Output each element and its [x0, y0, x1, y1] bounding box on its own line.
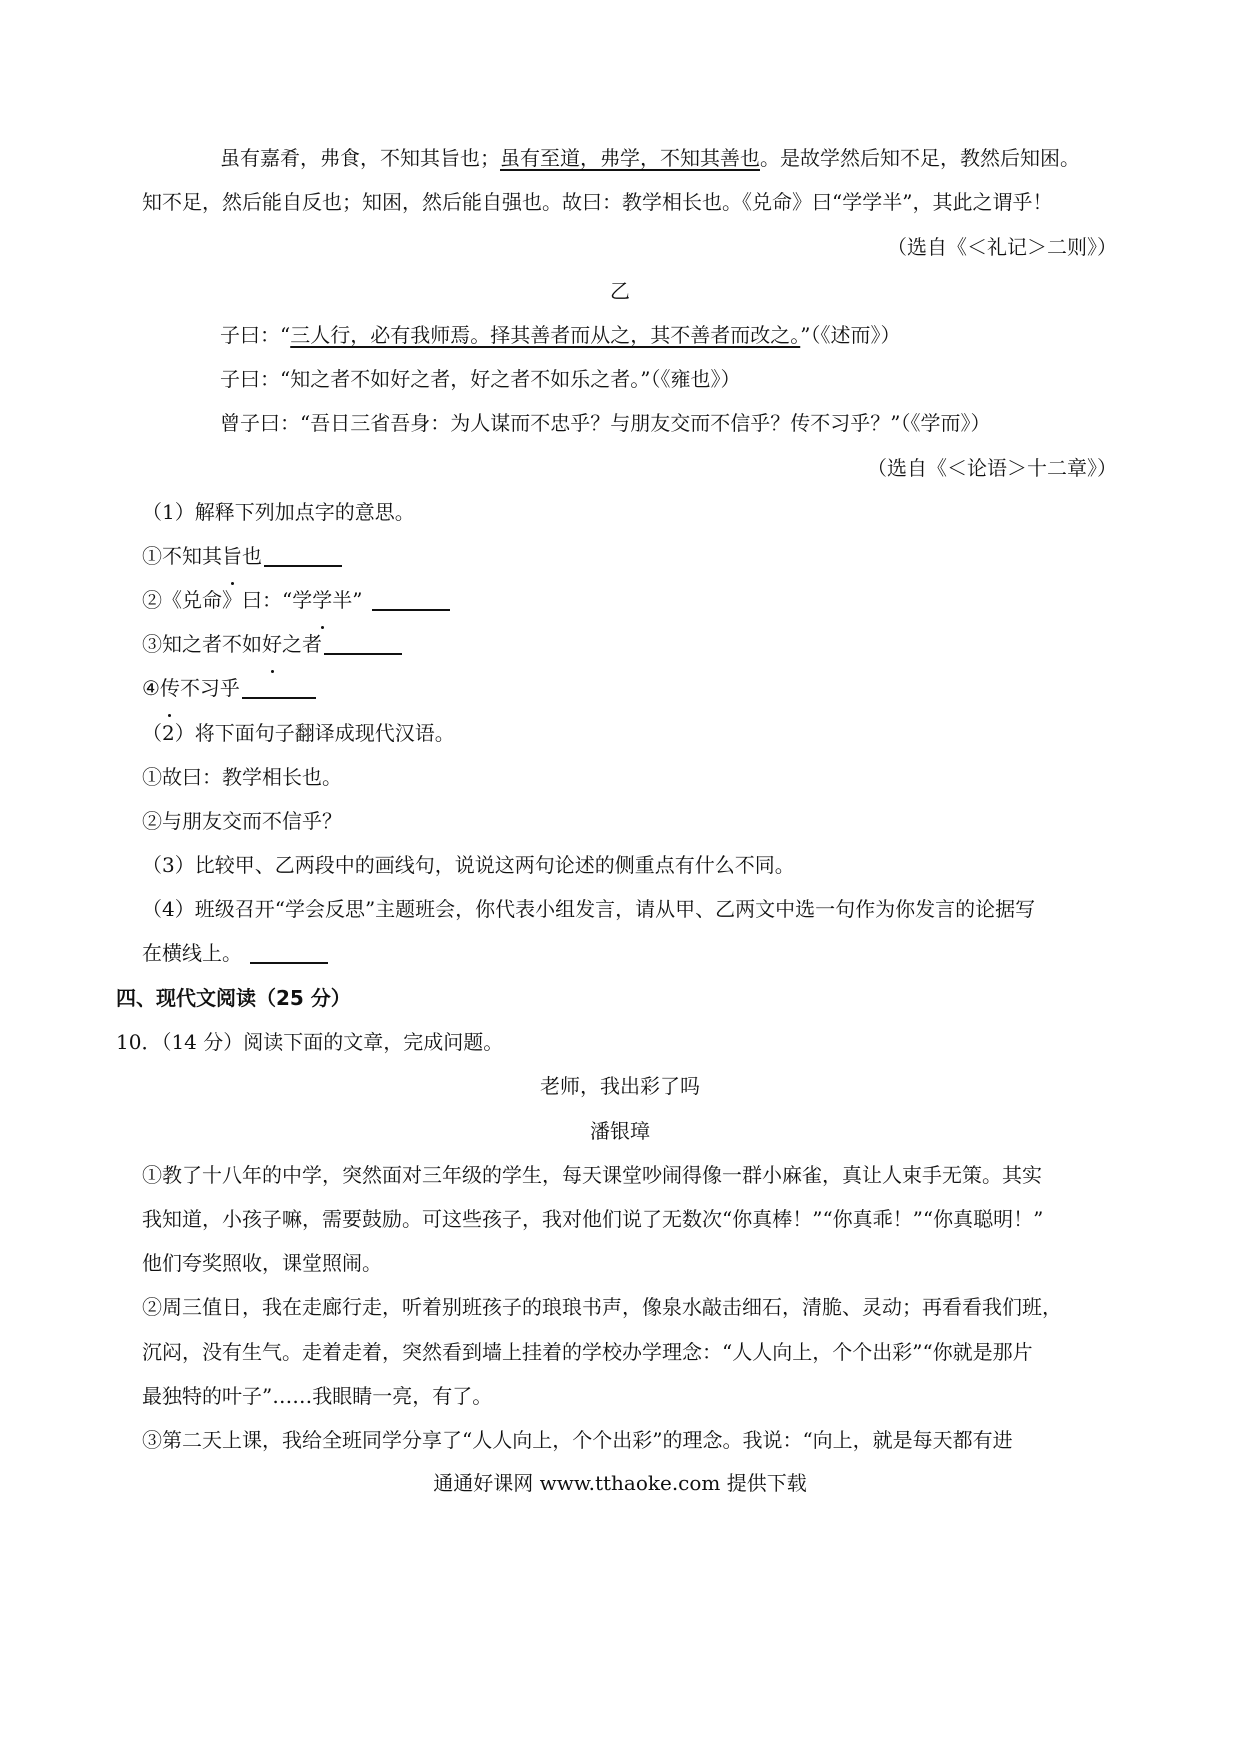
section-heading: 四、现代文阅读（25 分）: [116, 986, 351, 1010]
text-segment: 也: [242, 544, 262, 568]
article-p3-line-1: ③第二天上课，我给全班同学分享了“人人向上，个个出彩”的理念。我说：“向上，就是每天都有进: [142, 1428, 1013, 1452]
q4-line-2: [142, 928, 328, 978]
text-segment: 。是故学然后知不足，教然后知困。: [760, 146, 1080, 170]
dotted-character: 传: [160, 663, 180, 713]
article-title: 老师，我出彩了吗: [540, 1074, 700, 1098]
underlined-sentence: 虽有至道，弗学，不知其善也: [500, 146, 760, 170]
q2-item-2: ②与朋友交而不信乎？: [142, 809, 342, 833]
q1-item-4: [142, 663, 316, 713]
text-segment: 虽有嘉肴，弗食，不知其旨也；: [220, 146, 500, 170]
q1-item-2: [142, 575, 450, 625]
text-segment: 子曰：“: [220, 323, 291, 347]
q2-item-1: ①故曰：教学相长也。: [142, 765, 342, 789]
q2-title: （2）将下面句子翻译成现代汉语。: [142, 721, 455, 745]
article-p2-line-1: ②周三值日，我在走廊行走，听着别班孩子的琅琅书声，像泉水敲击细石，清脆、灵动；再看看我们班，: [142, 1295, 1062, 1319]
answer-blank[interactable]: [242, 697, 316, 699]
dotted-character: 学: [312, 575, 332, 625]
passage-yi-line-2: 子曰：“知之者不如好之者，好之者不如乐之者。”（《雍也》）: [220, 367, 741, 391]
article-p2-line-2: 沉闷，没有生气。走着走着，突然看到墙上挂着的学校办学理念：“人人向上，个个出彩”“你就是那片: [142, 1340, 1033, 1364]
passage-jia-source: （选自《＜礼记＞二则》）: [887, 235, 1117, 259]
q1-title: （1）解释下列加点字的意思。: [142, 500, 415, 524]
passage-yi-source: （选自《＜论语＞十二章》）: [867, 456, 1117, 480]
text-segment: 在横线上。: [142, 941, 242, 965]
passage-yi-line-3: 曾子曰：“吾日三省吾身：为人谋而不忠乎？与朋友交而不信乎？传不习乎？”（《学而》）: [220, 411, 991, 435]
q1-item-1: [142, 531, 342, 581]
dotted-character: 好: [262, 619, 282, 669]
answer-blank[interactable]: [372, 609, 450, 611]
article-p1-line-3: 他们夸奖照收，课堂照闹。: [142, 1251, 382, 1275]
text-segment: 之者: [282, 632, 322, 656]
article-p2-line-3: 最独特的叶子”……我眼睛一亮，有了。: [142, 1384, 493, 1408]
q3-title: （3）比较甲、乙两段中的画线句，说说这两句论述的侧重点有什么不同。: [142, 853, 795, 877]
page-footer: 通通好课网 www.tthaoke.com 提供下载: [433, 1471, 807, 1495]
passage-yi-label: 乙: [610, 279, 630, 303]
underlined-sentence: 三人行，必有我师焉。择其善者而从之，其不善者而改之。: [290, 323, 801, 347]
q10-title: 10．（14 分）阅读下面的文章，完成问题。: [116, 1030, 504, 1054]
answer-blank[interactable]: [250, 962, 328, 964]
text-segment: 不习乎: [179, 676, 240, 700]
article-author: 潘银璋: [590, 1119, 650, 1143]
passage-jia-line-1: [220, 133, 1080, 183]
text-segment: ①不知其: [142, 544, 222, 568]
passage-yi-line-1: [220, 310, 900, 360]
text-segment: ③知之者不如: [142, 632, 262, 656]
answer-blank[interactable]: [264, 565, 342, 567]
text-segment: ④: [142, 676, 160, 700]
article-p1-line-2: 我知道，小孩子嘛，需要鼓励。可这些孩子，我对他们说了无数次“你真棒！”“你真乖！”“你真聪明！”: [142, 1207, 1044, 1231]
text-segment: ”（《述而》）: [800, 323, 901, 347]
q1-item-3: [142, 619, 402, 669]
article-p1-line-1: ①教了十八年的中学，突然面对三年级的学生，每天课堂吵闹得像一群小麻雀，真让人束手无策。其实: [142, 1163, 1042, 1187]
passage-jia-line-2: 知不足，然后能自反也；知困，然后能自强也。故曰：教学相长也。《兑命》曰“学学半”，其此之谓乎！: [142, 190, 1053, 214]
text-segment: ②《兑命》曰：“学: [142, 588, 313, 612]
q4-line-1: （4）班级召开“学会反思”主题班会，你代表小组发言，请从甲、乙两文中选一句作为你发言的论据写: [142, 897, 1036, 921]
text-segment: 半”: [332, 588, 363, 612]
dotted-character: 旨: [222, 531, 242, 581]
answer-blank[interactable]: [324, 653, 402, 655]
